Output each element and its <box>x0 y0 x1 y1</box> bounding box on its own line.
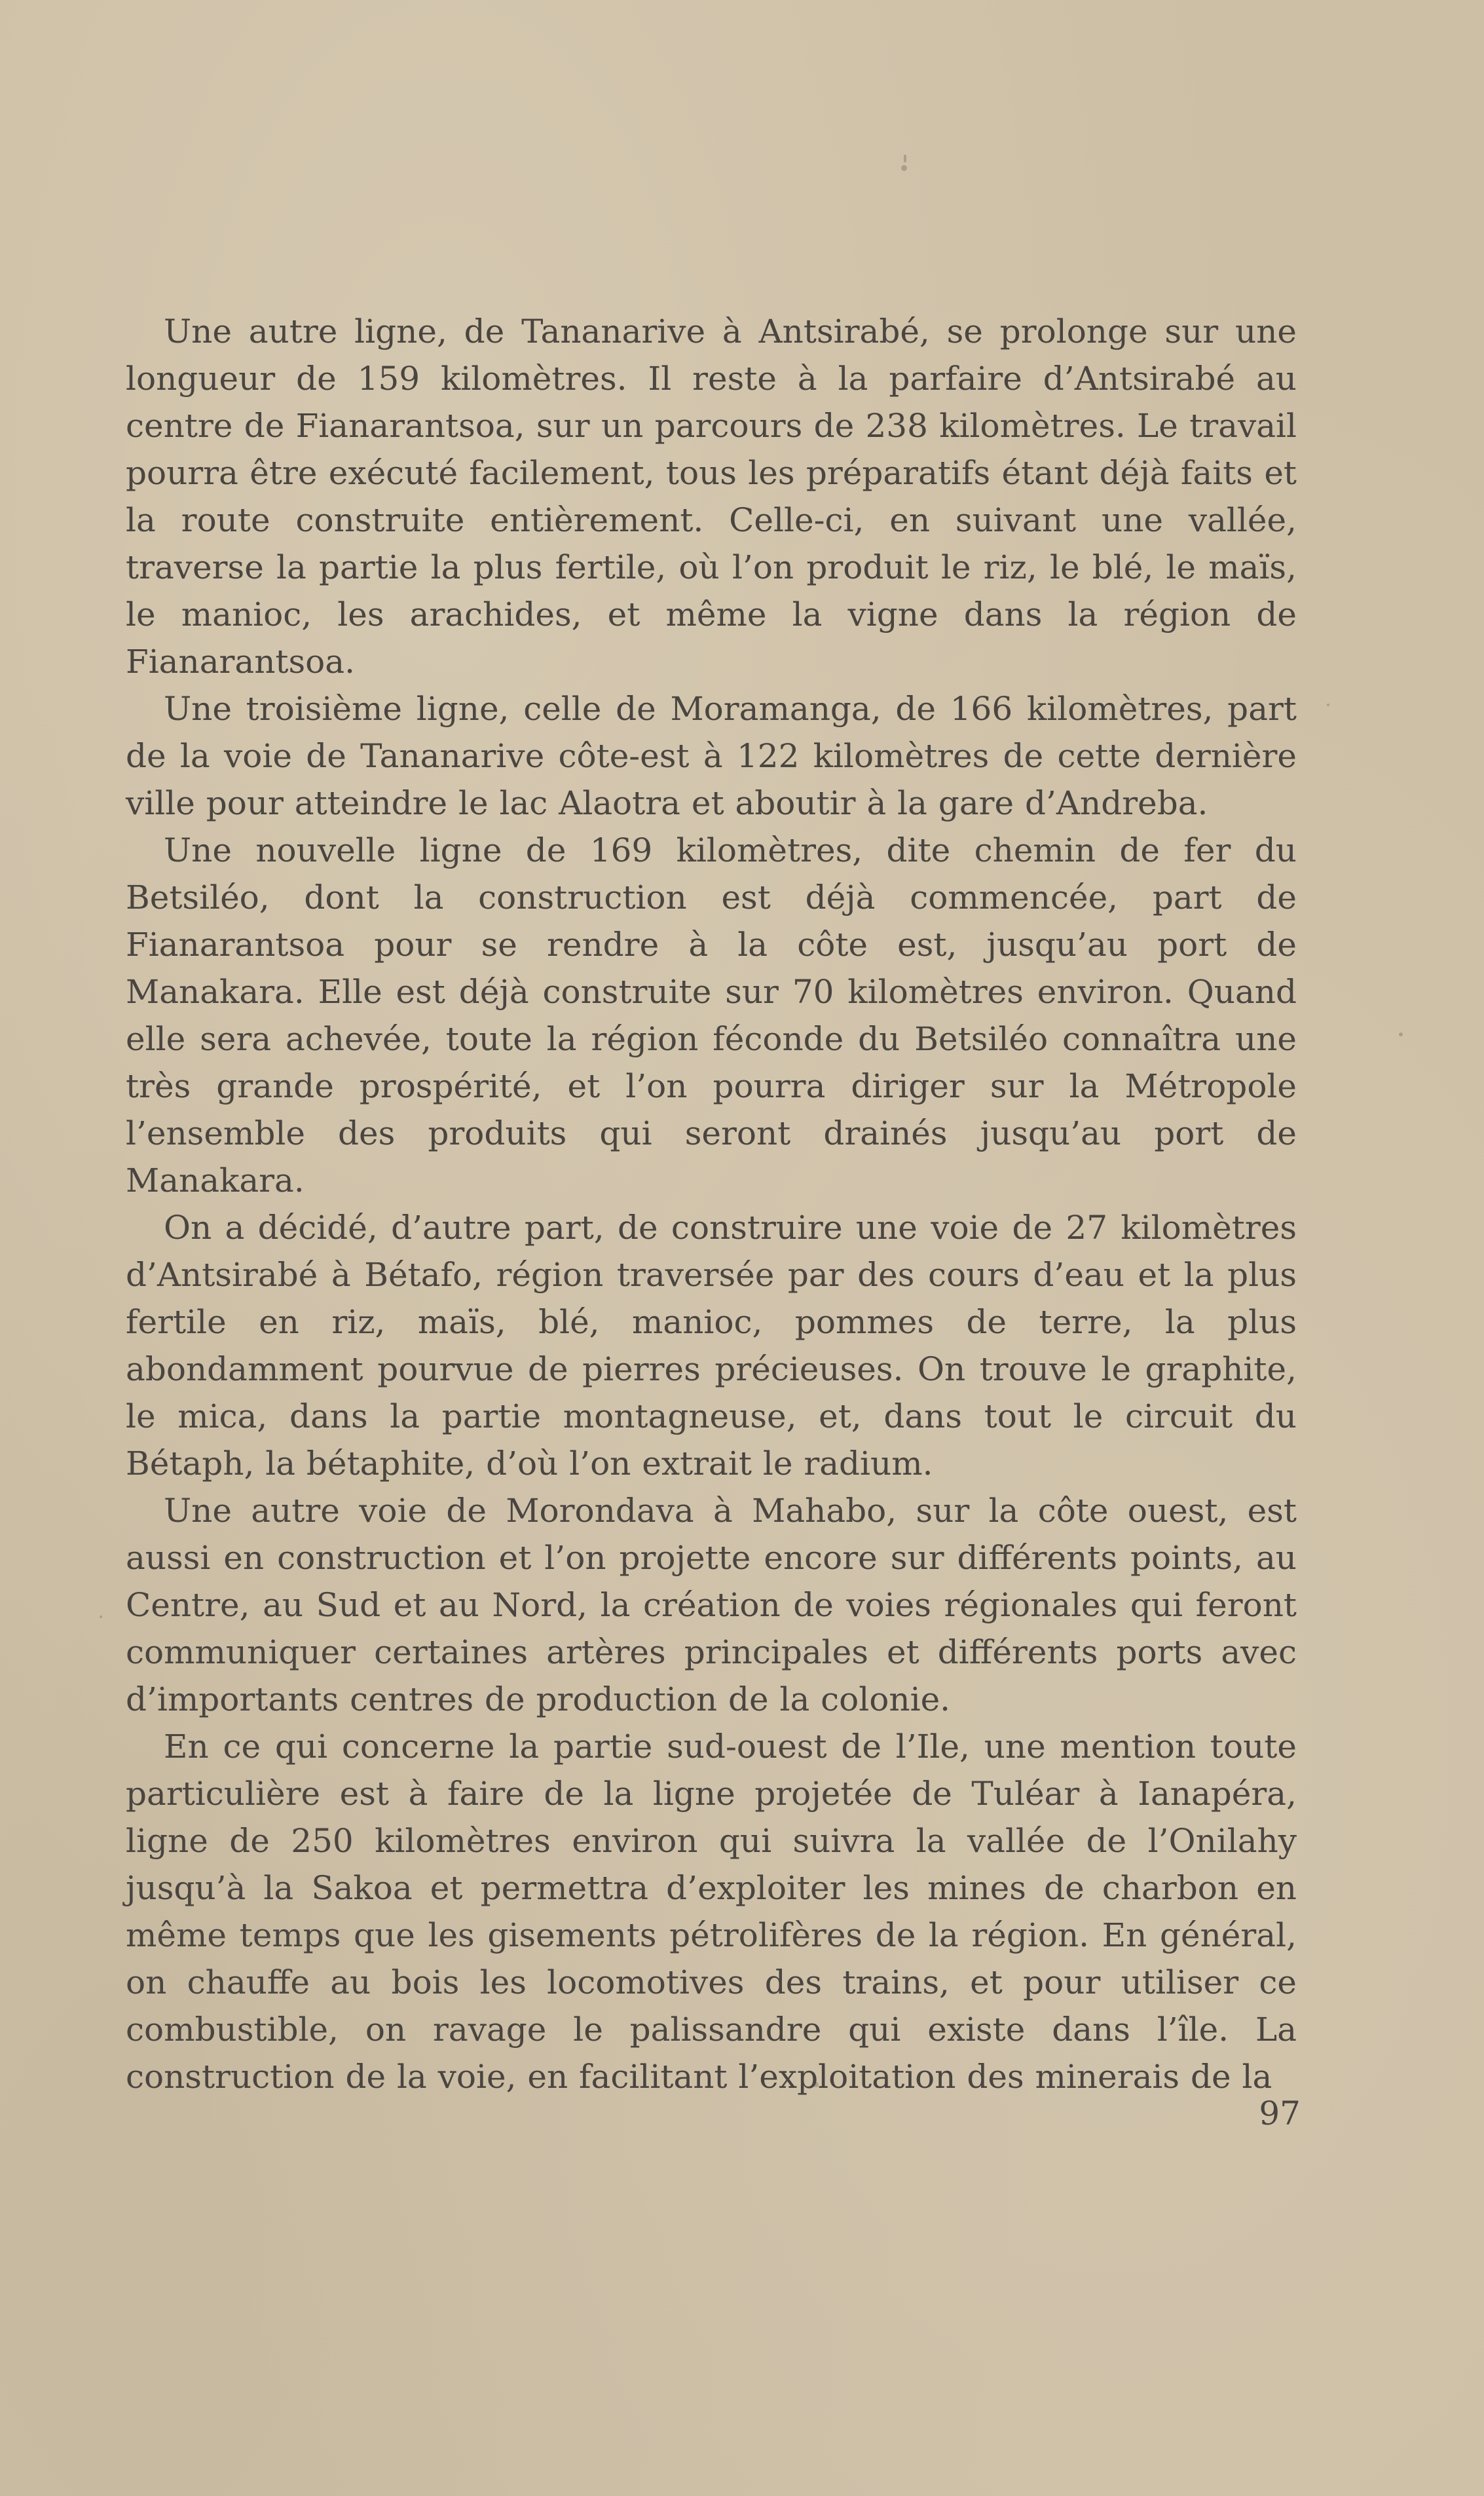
paragraph-6: En ce qui concerne la partie sud-ouest de l’Ile, une mention toute particulière est à faire de la ligne projetée de Tuléar à Ianapéra, ligne de 250 kilomètres environ qui suivra la vallée de l’Onilahy jusqu’à la Sakoa et permettra d’exploiter les mines de charbon en même temps que les gisements pétrolifères de la région. En général, on chauffe au bois les locomotives des trains, et pour utiliser ce combustible, on ravage le palissandre qui existe dans l’île. La construction de la voie, en facilitant l’exploitation des minerais de la <box>126 1728 1297 2096</box>
paragraph-3: Une nouvelle ligne de 169 kilomètres, dite chemin de fer du Betsiléo, dont la construction est déjà commencée, part de Fianarantsoa pour se rendre à la côte est, jusqu’au port de Manakara. Elle est déjà construite sur 70 kilomètres environ. Quand elle sera achevée, toute la région féconde du Betsiléo connaîtra une très grande prospérité, et l’on pourra diriger sur la Métropole l’ensemble des produits qui seront drainés jusqu’au port de Manakara. <box>126 831 1297 1200</box>
paragraph-5: Une autre voie de Morondava à Mahabo, sur la côte ouest, est aussi en construction et l’on projette encore sur différents points, au Centre, au Sud et au Nord, la création de voies régionales qui feront communiquer certaines artères principales et différents ports avec d’importants centres de production de la colonie. <box>126 1492 1297 1718</box>
paragraph-4: On a décidé, d’autre part, de construire une voie de 27 kilomètres d’Antsirabé à Bétafo, région traversée par des cours d’eau et la plus fertile en riz, maïs, blé, manioc, pommes de terre, la plus abondamment pourvue de pierres précieuses. On trouve le graphite, le mica, dans la partie montagneuse, et, dans tout le circuit du Bétaph, la bétaphite, d’où l’on extrait le radium. <box>126 1209 1297 1483</box>
paragraph-1: Une autre ligne, de Tananarive à Antsirabé, se prolonge sur une longueur de 159 kilomètres. Il reste à la parfaire d’Antsirabé au centre de Fianarantsoa, sur un parcours de 238 kilomètres. Le travail pourra être exécuté facilement, tous les préparatifs étant déjà faits et la route construite entièrement. Celle-ci, en suivant une vallée, traverse la partie la plus fertile, où l’on produit le riz, le blé, le maïs, le manioc, les arachides, et même la vigne dans la région de Fianarantsoa. <box>126 312 1297 681</box>
body-text <box>126 308 1297 2100</box>
paper-speck <box>1327 704 1329 706</box>
paper-speck <box>1399 1032 1403 1036</box>
page-number: 97 <box>1259 2094 1301 2132</box>
paper-speck <box>100 1616 102 1618</box>
paragraph-2: Une troisième ligne, celle de Moramanga, de 166 kilomètres, part de la voie de Tananarive côte-est à 122 kilomètres de cette dernière ville pour atteindre le lac Alaotra et aboutir à la gare d’Andreba. <box>126 690 1297 822</box>
paper-speck <box>901 165 907 171</box>
paper-speck <box>904 155 906 162</box>
